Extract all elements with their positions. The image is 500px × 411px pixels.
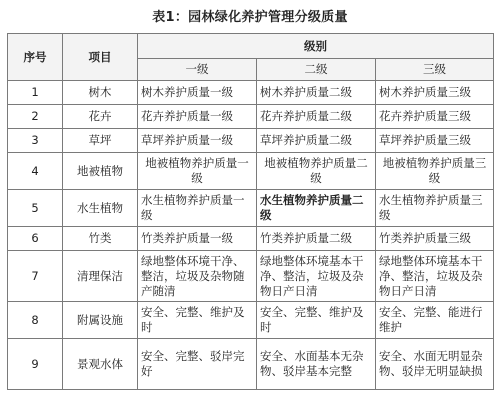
row-number: 9 — [8, 339, 63, 390]
level-2-cell: 地被植物养护质量二级 — [257, 153, 376, 190]
level-1-cell: 花卉养护质量一级 — [138, 105, 257, 129]
row-item: 竹类 — [63, 227, 138, 251]
level-2-cell: 树木养护质量二级 — [257, 81, 376, 105]
row-item: 地被植物 — [63, 153, 138, 190]
table-row — [8, 339, 494, 390]
level-3-cell: 安全、水面无明显杂物、驳岸无明显缺损 — [376, 339, 494, 390]
row-item: 附属设施 — [63, 302, 138, 339]
table-row — [8, 129, 494, 153]
level-3-cell: 竹类养护质量三级 — [376, 227, 494, 251]
table-row — [8, 105, 494, 129]
header-grade: 级别 — [138, 34, 494, 59]
row-number: 4 — [8, 153, 63, 190]
level-1-cell: 安全、完整、维护及时 — [138, 302, 257, 339]
header-level-3: 三级 — [376, 59, 494, 81]
table-row — [8, 153, 494, 190]
row-number: 1 — [8, 81, 63, 105]
level-3-cell: 地被植物养护质量三级 — [376, 153, 494, 190]
level-3-cell: 安全、完整、能进行维护 — [376, 302, 494, 339]
level-1-cell: 竹类养护质量一级 — [138, 227, 257, 251]
table-row — [8, 302, 494, 339]
row-item: 花卉 — [63, 105, 138, 129]
row-number: 8 — [8, 302, 63, 339]
row-number: 3 — [8, 129, 63, 153]
header-row — [8, 34, 494, 59]
header-item: 项目 — [63, 34, 138, 81]
level-2-cell: 竹类养护质量二级 — [257, 227, 376, 251]
level-1-cell: 水生植物养护质量一级 — [138, 190, 257, 227]
header-level-1: 一级 — [138, 59, 257, 81]
level-2-cell: 安全、水面基本无杂物、驳岸基本完整 — [257, 339, 376, 390]
level-3-cell: 花卉养护质量三级 — [376, 105, 494, 129]
level-1-cell: 绿地整体环境干净、整洁，垃圾及杂物随产随清 — [138, 251, 257, 302]
level-1-cell: 安全、完整、驳岸完好 — [138, 339, 257, 390]
row-number: 2 — [8, 105, 63, 129]
header-seq: 序号 — [8, 34, 63, 81]
row-number: 7 — [8, 251, 63, 302]
level-2-cell: 草坪养护质量二级 — [257, 129, 376, 153]
table-row — [8, 81, 494, 105]
level-2-cell: 花卉养护质量二级 — [257, 105, 376, 129]
row-number: 6 — [8, 227, 63, 251]
table-row — [8, 251, 494, 302]
header-level-2: 二级 — [257, 59, 376, 81]
level-1-cell: 草坪养护质量一级 — [138, 129, 257, 153]
row-item: 草坪 — [63, 129, 138, 153]
level-3-cell: 绿地整体环境基本干净、整洁，垃圾及杂物日产日清 — [376, 251, 494, 302]
row-number: 5 — [8, 190, 63, 227]
level-3-cell: 水生植物养护质量三级 — [376, 190, 494, 227]
level-1-cell: 地被植物养护质量一级 — [138, 153, 257, 190]
level-3-cell: 草坪养护质量三级 — [376, 129, 494, 153]
level-1-cell: 树木养护质量一级 — [138, 81, 257, 105]
table-row — [8, 190, 494, 227]
table-row — [8, 227, 494, 251]
row-item: 水生植物 — [63, 190, 138, 227]
grade-table — [7, 33, 494, 390]
row-item: 景观水体 — [63, 339, 138, 390]
level-2-cell: 水生植物养护质量二级 — [257, 190, 376, 227]
level-2-cell: 安全、完整、维护及时 — [257, 302, 376, 339]
level-2-cell: 绿地整体环境基本干净、整洁，垃圾及杂物日产日清 — [257, 251, 376, 302]
row-item: 清理保洁 — [63, 251, 138, 302]
level-3-cell: 树木养护质量三级 — [376, 81, 494, 105]
row-item: 树木 — [63, 81, 138, 105]
table-title: 表1：园林绿化养护管理分级质量 — [152, 10, 348, 25]
